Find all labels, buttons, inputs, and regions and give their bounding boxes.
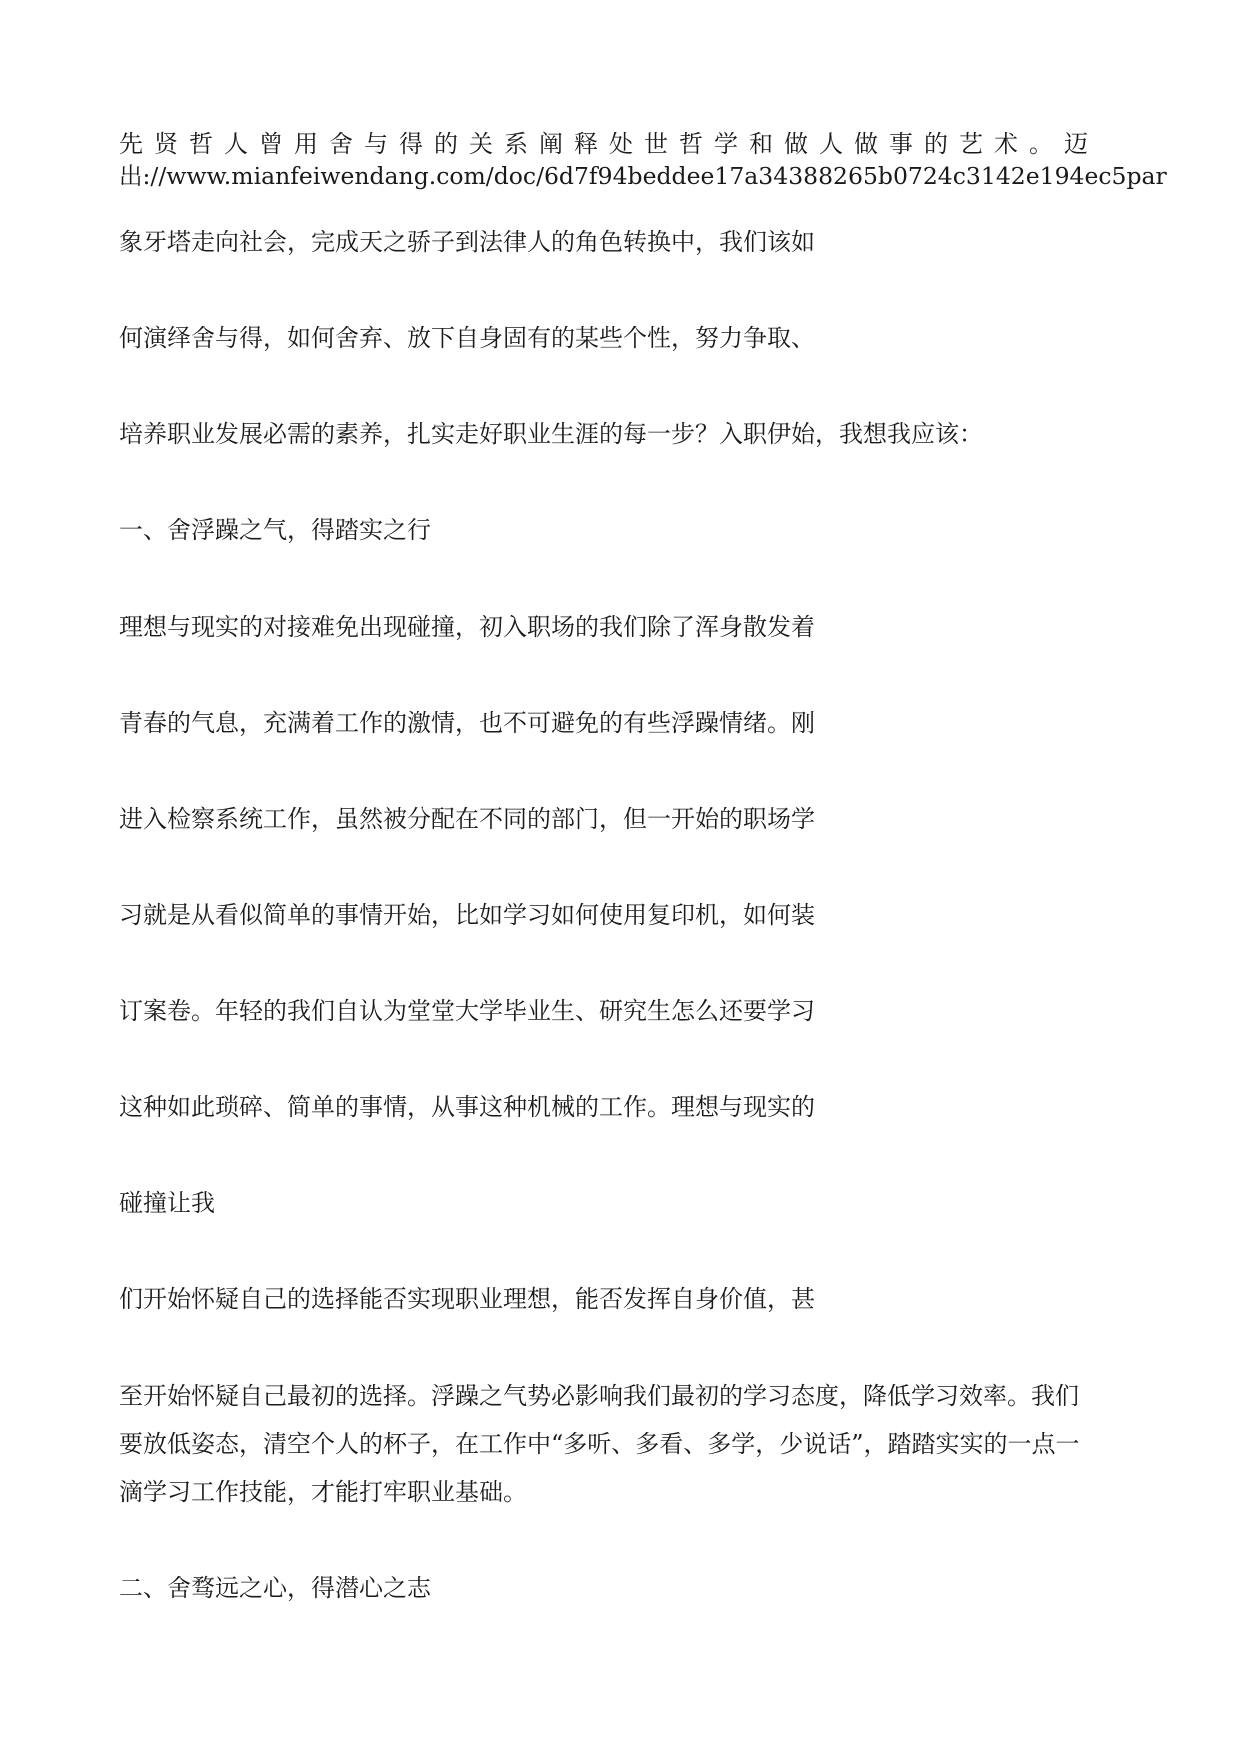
text-line: 青春的气息，充满着工作的激情，也不可避免的有些浮躁情绪。刚 [119, 709, 815, 737]
text-line: 订案卷。年轻的我们自认为堂堂大学毕业生、研究生怎么还要学习 [119, 997, 815, 1025]
text-line: 象牙塔走向社会，完成天之骄子到法律人的角色转换中，我们该如 [119, 228, 815, 256]
text-line: 理想与现实的对接难免出现碰撞，初入职场的我们除了浑身散发着 [119, 613, 815, 641]
section-heading-1: 一、舍浮躁之气，得踏实之行 [119, 516, 431, 544]
text-line: 进入检察系统工作，虽然被分配在不同的部门，但一开始的职场学 [119, 805, 815, 833]
text-line: 们开始怀疑自己的选择能否实现职业理想，能否发挥自身价值，甚 [119, 1285, 815, 1313]
text-line-opening: 先贤哲人曾用舍与得的关系阐释处世哲学和做人做事的艺术。迈 [119, 130, 1099, 158]
text-line: 滴学习工作技能，才能打牢职业基础。 [119, 1478, 527, 1506]
text-line: 至开始怀疑自己最初的选择。浮躁之气势必影响我们最初的学习态度，降低学习效率。我们 [119, 1382, 1079, 1410]
section-heading-2: 二、舍骛远之心，得潜心之志 [119, 1574, 431, 1602]
text-line: 何演绎舍与得，如何舍弃、放下自身固有的某些个性，努力争取、 [119, 324, 815, 352]
text-line: 要放低姿态，清空个人的杯子，在工作中“多听、多看、多学，少说话”，踏踏实实的一点一 [119, 1430, 1080, 1458]
text-line-url: 出://www.mianfeiwendang.com/doc/6d7f94beddee17a34388265b0724c3142e194ec5par [119, 162, 1167, 190]
text-line: 这种如此琐碎、简单的事情，从事这种机械的工作。理想与现实的 [119, 1093, 815, 1121]
text-line: 培养职业发展必需的素养，扎实走好职业生涯的每一步？入职伊始，我想我应该： [119, 420, 983, 448]
text-line: 碰撞让我 [119, 1189, 215, 1217]
text-line: 习就是从看似简单的事情开始，比如学习如何使用复印机，如何装 [119, 901, 815, 929]
